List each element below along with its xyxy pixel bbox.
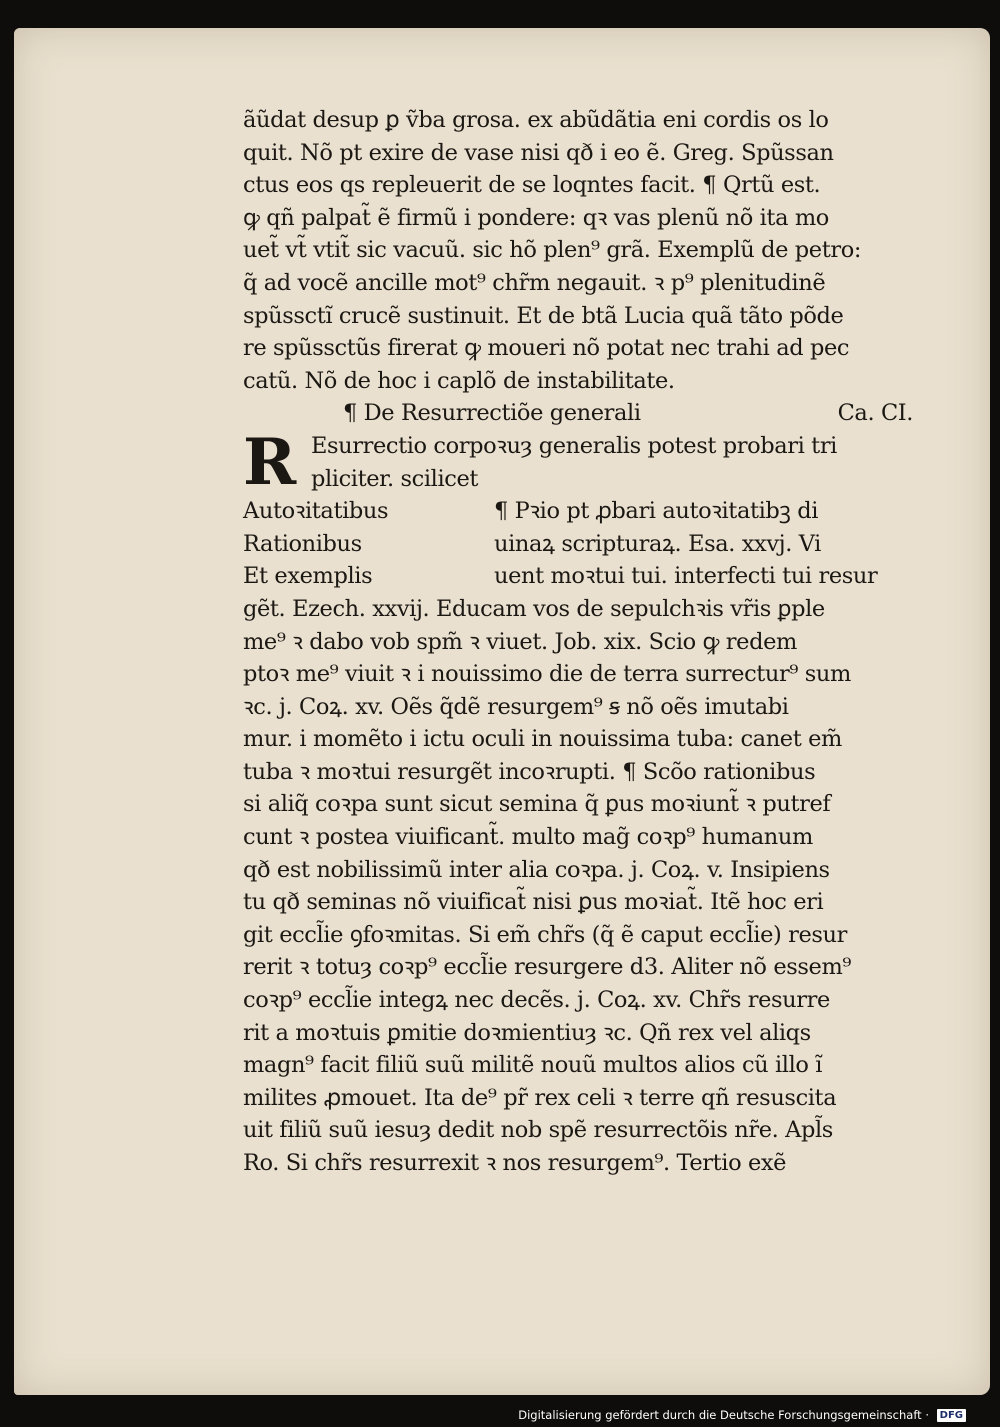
chapter-title: ¶ De Resurrectiõe generali bbox=[343, 400, 641, 427]
credit-text: Digitalisierung gefördert durch die Deutsche Forschungsgemeinschaft · bbox=[518, 1408, 929, 1422]
text-line: coꝛp⁹ eccl̃ie integꝝ nec decẽs. j. Coꝝ. xv. Chr̃s resurre bbox=[243, 987, 830, 1014]
text-line: re spũssctũs firerat ꝙ moueri nõ potat nec trahi ad pec bbox=[243, 335, 850, 362]
two-column-row bbox=[243, 495, 913, 528]
text-line: Esurrectio corpoꝛuȝ generalis potest probari tri bbox=[311, 432, 837, 459]
chapter-number: Ca. CI. bbox=[837, 400, 913, 427]
text-section-top bbox=[243, 104, 913, 397]
text-line: ¶ Pꝛio pt ꝓbari autoꝛitatibꝫ di bbox=[494, 498, 819, 525]
text-line: Ro. Si chr̃s resurrexit ꝛ nos resurgem⁹. Tertio exẽ bbox=[243, 1150, 787, 1176]
text-line: rit a moꝛtuis ꝑmitie doꝛmientiuȝ ꝛc. Qñ rex vel aliqs bbox=[243, 1019, 811, 1046]
text-line: uent moꝛtui tui. interfecti tui resur bbox=[494, 563, 878, 590]
text-line: milites ꝓmouet. Ita de⁹ pr̃ rex celi ꝛ terre qñ resuscita bbox=[243, 1084, 837, 1111]
text-line: gẽt. Ezech. xxvij. Educam vos de sepulchꝛis vr̃is ꝑple bbox=[243, 595, 825, 622]
two-column-row bbox=[243, 528, 913, 561]
text-line: uit filiũ suũ iesuȝ dedit nob spẽ resurrectõis nr̃e. Apl̃s bbox=[243, 1117, 833, 1144]
dfg-logo: DFG bbox=[937, 1409, 966, 1422]
drop-capital: R bbox=[243, 424, 296, 500]
text-line: ꝛc. j. Coꝝ. xv. Oẽs q̃dẽ resurgem⁹ ꞩ nõ oẽs imutabi bbox=[243, 693, 789, 720]
two-column-row bbox=[243, 560, 913, 593]
text-line: tuba ꝛ moꝛtui resurgẽt incoꝛrupti. ¶ Scõo rationibus bbox=[243, 758, 816, 785]
text-line: me⁹ ꝛ dabo vob spm̃ ꝛ viuet. Job. xix. Scio ꝙ redem bbox=[243, 628, 797, 655]
text-line: spũssctĩ crucẽ sustinuit. Et de btã Lucia quã tãto põde bbox=[243, 302, 844, 329]
text-line: quit. Nõ pt exire de vase nisi qð i eo ẽ. Greg. Spũssan bbox=[243, 139, 834, 166]
text-line: ꝙ qñ palpat̃ ẽ firmũ i pondere: qꝛ vas plenũ nõ ita mo bbox=[243, 204, 829, 231]
text-line: pliciter. scilicet bbox=[311, 465, 479, 492]
text-section-bottom bbox=[243, 593, 913, 1180]
column-left-item: Autoꝛitatibus bbox=[243, 498, 389, 525]
text-line: q̃ ad vocẽ ancille mot⁹ chr̃m negauit. ꝛ p⁹ plenitudinẽ bbox=[243, 269, 826, 296]
text-line: si aliq̃ coꝛpa sunt sicut semina q̃ ꝑus moꝛiunt̃ ꝛ putref bbox=[243, 791, 831, 818]
column-left-item: Et exemplis bbox=[243, 563, 373, 590]
dropcap-paragraph bbox=[243, 424, 913, 500]
chapter-heading bbox=[243, 397, 913, 430]
text-line: git eccl̃ie ꝯfoꝛmitas. Si em̃ chr̃s (q̃ ẽ caput eccl̃ie) resur bbox=[243, 921, 847, 948]
text-line: ctus eos qs repleuerit de se loqntes facit. ¶ Qrtũ est. bbox=[243, 172, 821, 199]
text-line: magn⁹ facit filiũ suũ militẽ nouũ multos alios cũ illo ĩ bbox=[243, 1052, 823, 1079]
text-line: cunt ꝛ postea viuificant̃. multo mag̃ coꝛp⁹ humanum bbox=[243, 824, 813, 851]
text-block bbox=[243, 104, 913, 1180]
text-line: ptoꝛ me⁹ viuit ꝛ i nouissimo die de terra surrectur⁹ sum bbox=[243, 661, 851, 688]
text-line: qð est nobilissimũ inter alia coꝛpa. j. Coꝝ. v. Insipiens bbox=[243, 856, 830, 883]
text-line: catũ. Nõ de hoc i caplõ de instabilitate. bbox=[243, 367, 675, 394]
text-line: mur. i momẽto i ictu oculi in nouissima tuba: canet em̃ bbox=[243, 726, 842, 753]
column-left-item: Rationibus bbox=[243, 530, 362, 557]
text-line: uinaꝝ scripturaꝝ. Esa. xxvj. Vi bbox=[494, 530, 821, 557]
digitization-credit bbox=[518, 1407, 966, 1423]
text-line: ãũdat desup ꝑ ṽba grosa. ex abũdãtia eni cordis os lo bbox=[243, 107, 829, 133]
text-line: uet̃ vt̃ vtit̃ sic vacuũ. sic hõ plen⁹ grã. Exemplũ de petro: bbox=[243, 237, 862, 264]
text-line: rerit ꝛ totuȝ coꝛp⁹ eccl̃ie resurgere d3. Aliter nõ essem⁹ bbox=[243, 954, 852, 981]
text-line: tu qð seminas nõ viuificat̃ nisi ꝑus moꝛiat̃. Itẽ hoc eri bbox=[243, 889, 824, 916]
